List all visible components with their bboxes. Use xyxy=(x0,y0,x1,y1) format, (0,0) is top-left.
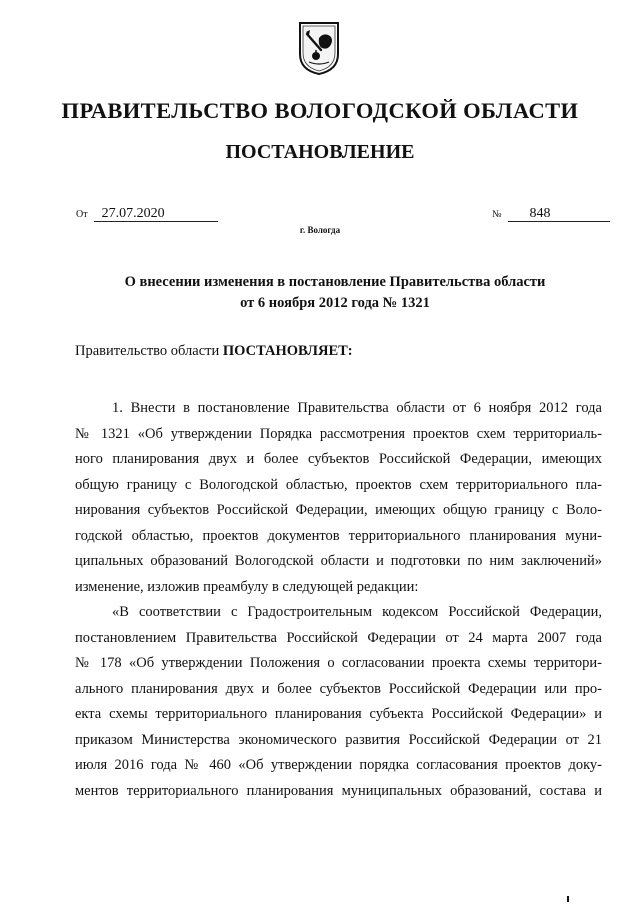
text-line: ципальных образований Вологодской области и подготовки по ним заключений» xyxy=(75,553,602,569)
page-mark xyxy=(567,896,569,902)
city-label: г. Вологда xyxy=(299,225,341,235)
number-field xyxy=(492,206,610,222)
text-line: приказом Министерства экономического развития Российской Федерации от 21 xyxy=(75,731,602,748)
text-line: ального планирования двух и более субъектов Российской Федерации или про- xyxy=(75,680,602,697)
coat-of-arms-emblem xyxy=(297,20,341,76)
text-line: изменение, изложив преамбулу в следующей редакции: xyxy=(75,578,419,595)
document-type-title: ПОСТАНОВЛЕНИЕ xyxy=(225,141,415,163)
text-line: постановлением Правительства Российской Федерации от 24 марта 2007 года xyxy=(75,629,602,646)
document-body xyxy=(75,396,602,804)
text-line: ментов территориального планирования муниципальных образований, состава и xyxy=(75,782,602,799)
preamble-emphasis: ПОСТАНОВЛЯЕТ: xyxy=(222,343,353,359)
text-line: екта схемы территориального планирования субъекта Российской Федерации» и xyxy=(75,706,602,722)
text-line: 1. Внести в постановление Правительства области от 6 ноября 2012 года xyxy=(112,400,602,416)
paragraph-2 xyxy=(75,600,602,804)
subject-line: от 6 ноября 2012 года № 1321 xyxy=(240,295,430,311)
text-line: годской областью, проектов документов территориального планирования муни- xyxy=(75,527,602,544)
number-prefix: № xyxy=(492,209,502,220)
text-line: № 178 «Об утверждении Положения о согласовании проекта схемы территори- xyxy=(75,655,602,671)
date-field xyxy=(76,206,218,222)
preamble xyxy=(75,343,353,360)
text-line: ного планирования двух и более субъектов Российской Федерации, имеющих xyxy=(75,451,602,467)
text-line: июля 2016 года № 460 «Об утверждении порядка согласования проектов доку- xyxy=(75,757,602,773)
text-line: № 1321 «Об утверждении Порядка рассмотрения проектов схем территориаль- xyxy=(75,425,602,442)
subject-line: О внесении изменения в постановление Правительства области xyxy=(124,274,546,290)
text-line: «В соответствии с Градостроительным кодексом Российской Федерации, xyxy=(112,604,602,620)
number-value: 848 xyxy=(508,206,610,222)
government-title: ПРАВИТЕЛЬСТВО ВОЛОГОДСКОЙ ОБЛАСТИ xyxy=(61,98,579,123)
preamble-text: Правительство области xyxy=(75,343,223,359)
text-line: общую границу с Вологодской областью, проектов схем территориального пла- xyxy=(75,476,602,493)
date-value: 27.07.2020 xyxy=(94,206,218,222)
paragraph-1 xyxy=(75,396,602,600)
document-subject xyxy=(0,272,640,314)
date-prefix: От xyxy=(76,209,88,220)
text-line: нирования субъектов Российской Федерации, имеющих общую границу с Воло- xyxy=(75,502,602,518)
